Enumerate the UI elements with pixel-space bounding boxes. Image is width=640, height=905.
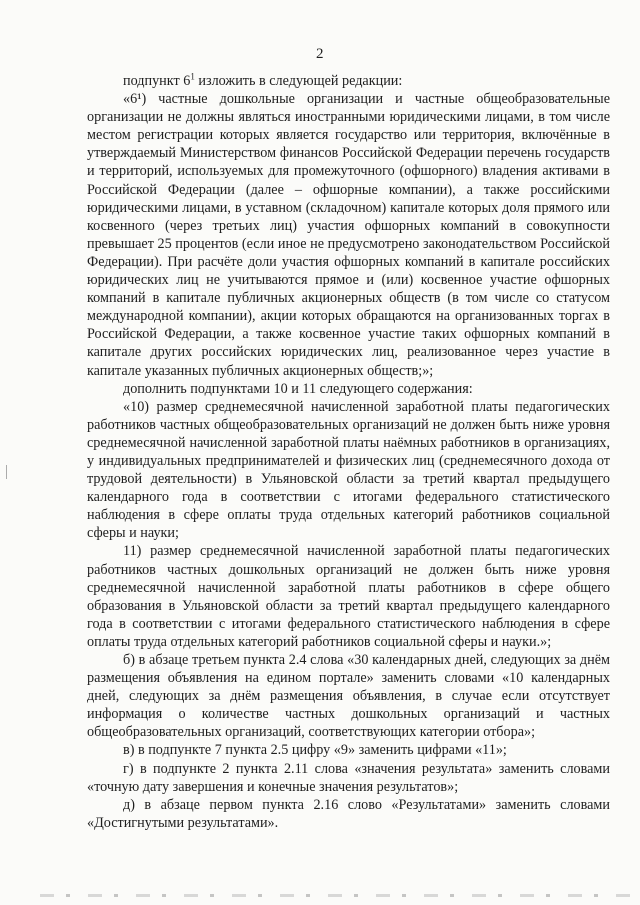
paragraph-intro (87, 72, 610, 90)
scan-bottom-noise (40, 894, 630, 897)
intro-lead: подпункт 6 (123, 73, 191, 89)
paragraph-offshore: «6¹) частные дошкольные организации и частные общеобразовательные организации не должны являться иностранными юридическими лицами, в том числе местом регистрации которых является государство или территория, включённые в утверждаемый Министерством финансов Российской Федерации перечень государств и территорий, используемых для промежуточного (офшорного) владения активами в Российской Федерации (далее – офшорные компании), а также российскими юридическими лицами, в уставном (складочном) капитале которых доля прямого или косвенного (через третьих лиц) участия офшорных компаний в совокупности превышает 25 процентов (если иное не предусмотрено законодательством Российской Федерации). При расчёте доли участия офшорных компаний в капитале российских юридических лиц не учитываются прямое и (или) косвенное участие офшорных компаний в капитале публичных акционерных обществ (в том числе со статусом международной компании), акции которых обращаются на организованных торгах в Российской Федерации, а также косвенное участие таких офшорных компаний в капитале других российских юридических лиц, реализованное через участие в капитале указанных публичных акционерных обществ;»; (87, 91, 610, 379)
scan-artifact-mark (6, 465, 13, 479)
page-number: 2 (316, 46, 324, 62)
paragraph-g: г) в подпункте 2 пункта 2.11 слова «значения результата» заменить словами «точную дату завершения и конечные значения результатов»; (87, 760, 610, 795)
paragraph-v: в) в подпункте 7 пункта 2.5 цифру «9» заменить цифрами «11»; (123, 742, 507, 759)
paragraph-item-11: 11) размер среднемесячной начисленной заработной платы педагогических работников частных дошкольных организаций не должен быть ниже уровня среднемесячной начисленной заработной платы работников в сфере общего образования в Ульяновской области за третий квартал предыдущего календарного года в соответствии с итогами федерального статистического наблюдения в сфере оплаты труда отдельных категорий работников социальной сферы и науки.»; (87, 543, 610, 650)
paragraph-add-subitems: дополнить подпунктами 10 и 11 следующего содержания: (123, 380, 473, 397)
paragraph-b: б) в абзаце третьем пункта 2.4 слова «30 календарных дней, следующих за днём размещения объявления на едином портале» заменить словами «10 календарных дней, следующих за днём размещения объявления, в случае если отсутствует информация о количестве частных дошкольных организаций и частных общеобразовательных организаций, соответствующих категории отбора»; (87, 652, 610, 741)
document-body (87, 72, 610, 832)
paragraph-item-10: «10) размер среднемесячной начисленной заработной платы педагогических работников частных общеобразовательных организаций не должен быть ниже уровня среднемесячной начисленной заработной платы наёмных работников в организациях, у индивидуальных предпринимателей и физических лиц (среднемесячного дохода от трудовой деятельности) в Ульяновской области за третий квартал предыдущего календарного года в соответствии с итогами федерального статистического наблюдения в сфере оплаты труда отдельных категорий работников социальной сферы и науки; (87, 398, 610, 542)
intro-rest: изложить в следующей редакции: (194, 73, 403, 89)
paragraph-d: д) в абзаце первом пункта 2.16 слово «Результатами» заменить словами «Достигнутыми результатами». (87, 796, 610, 831)
intro-superscript: 1 (190, 71, 195, 82)
